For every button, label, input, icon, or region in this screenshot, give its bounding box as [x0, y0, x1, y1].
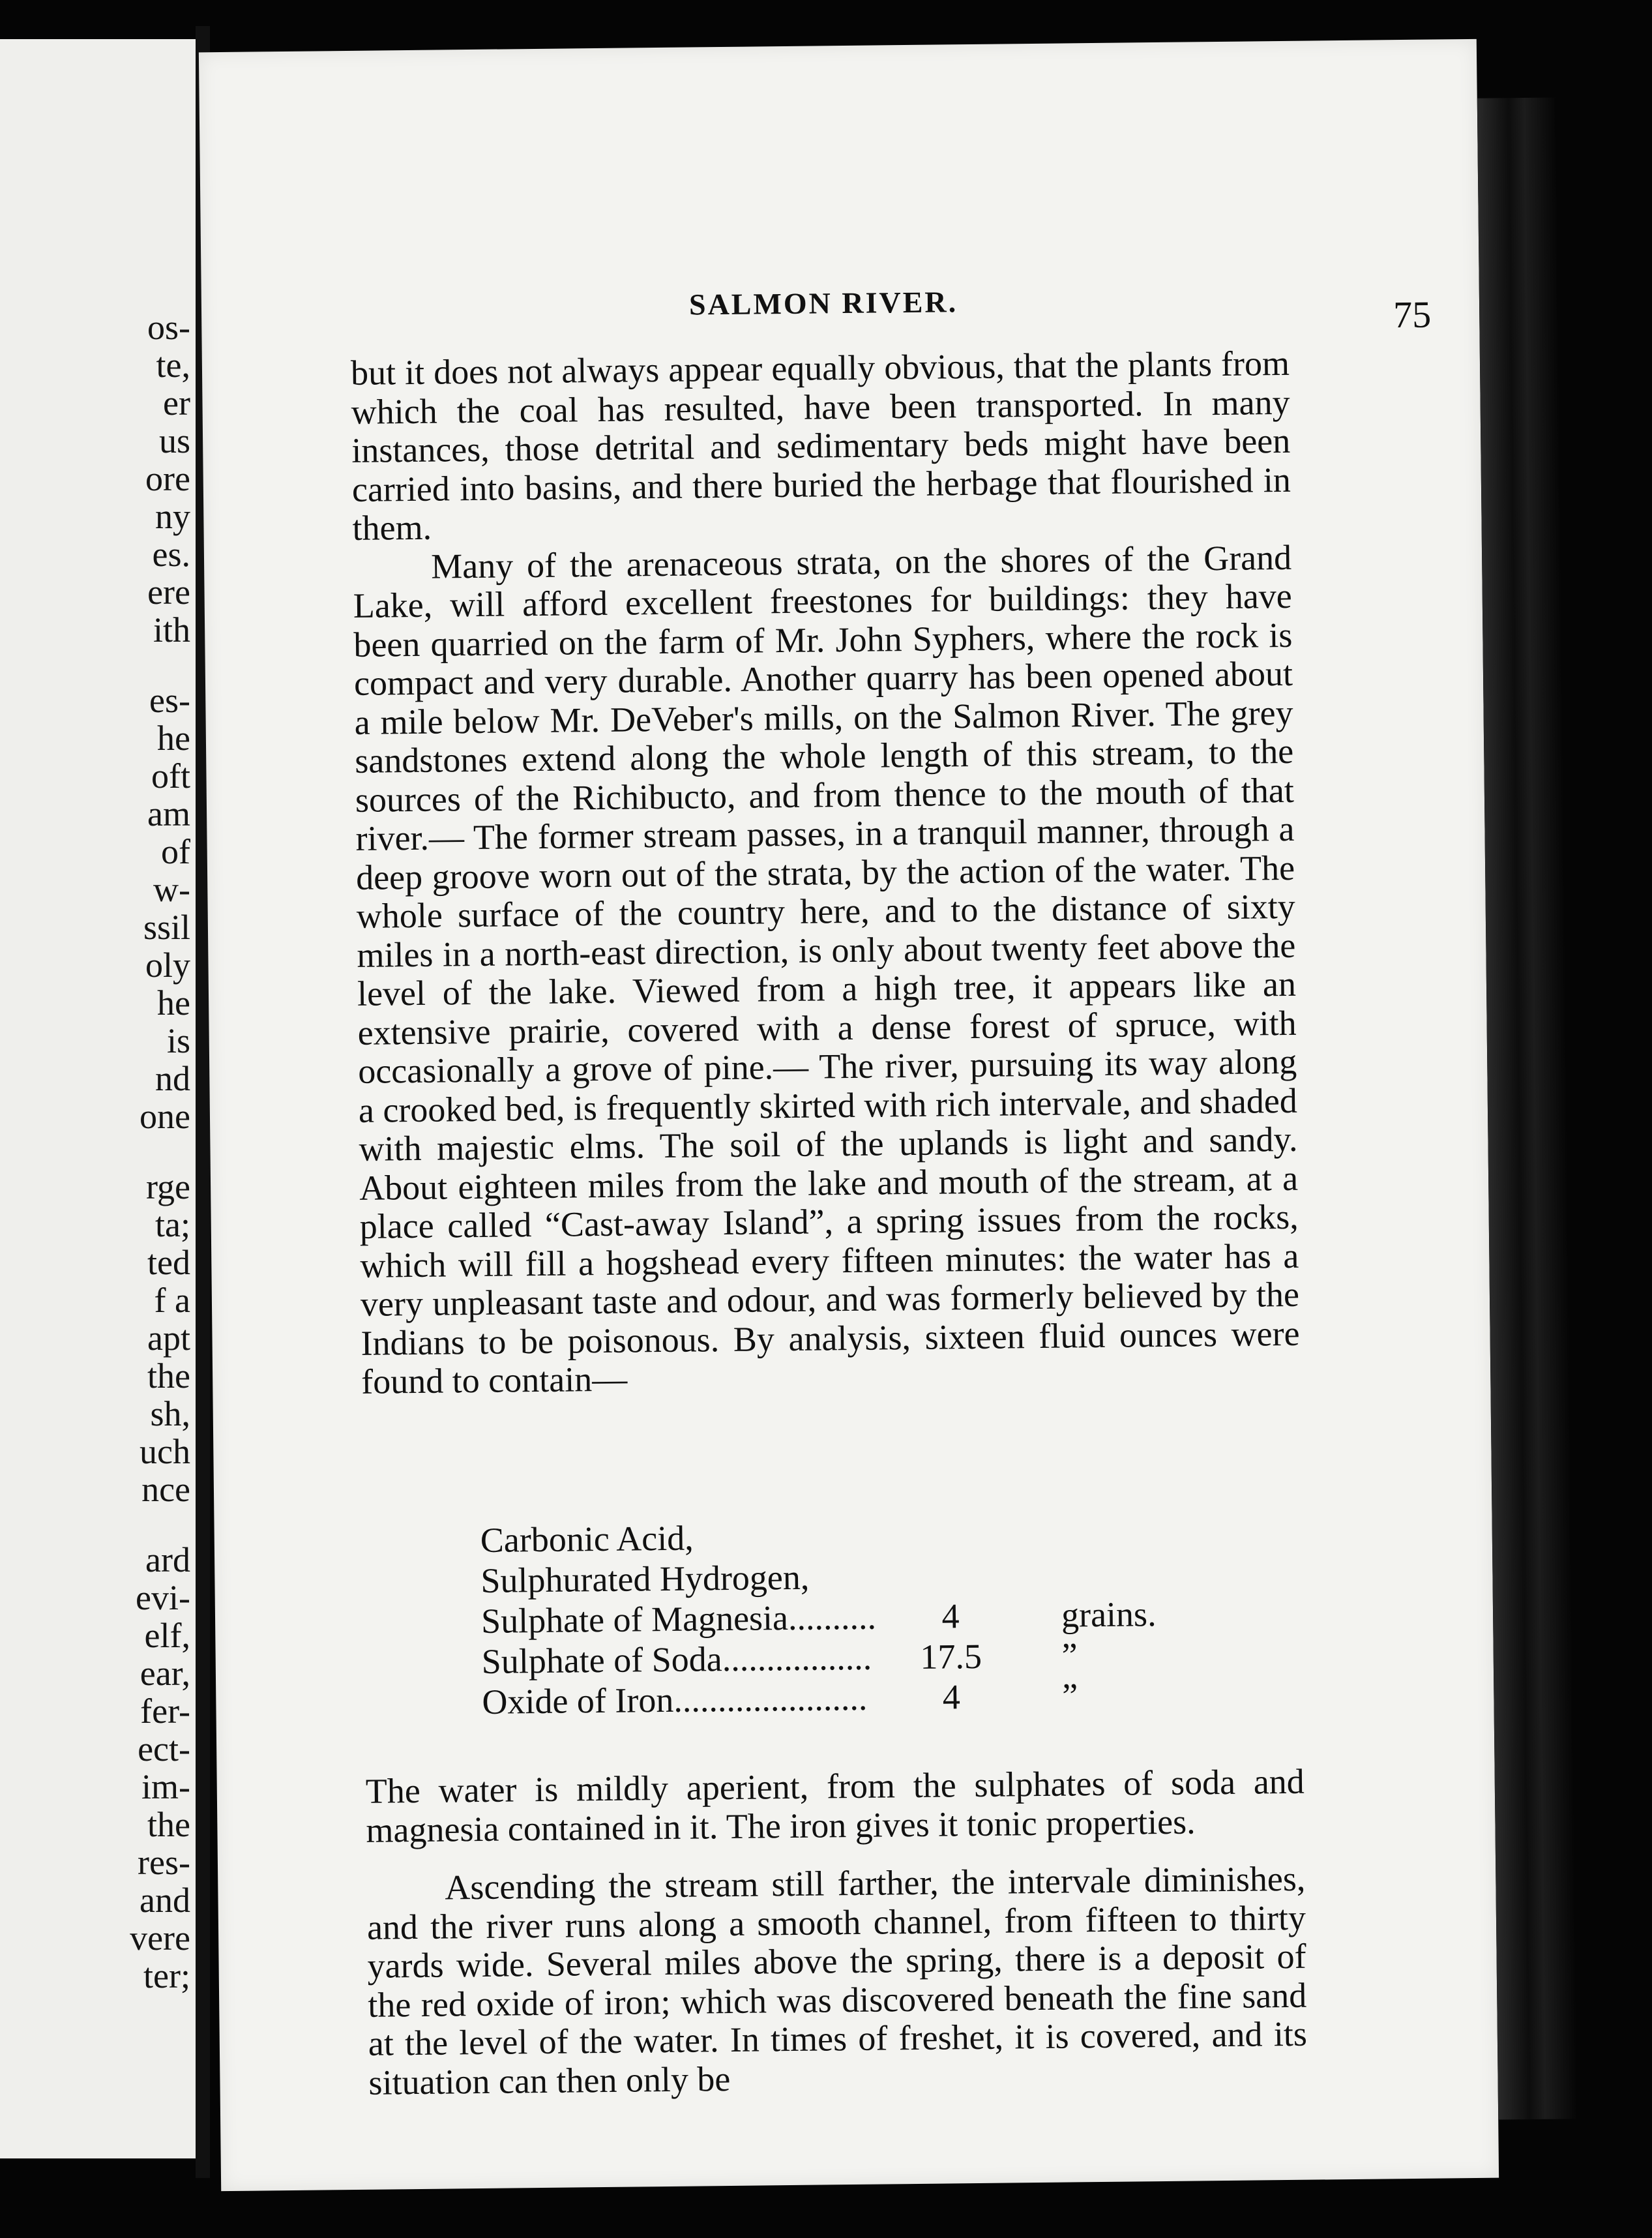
left-page-line-fragment: im- — [141, 1767, 190, 1806]
left-page-line-fragment: fer- — [140, 1692, 190, 1731]
substance-name: Sulphate of Soda................. — [481, 1637, 872, 1681]
substance-name: Carbonic Acid, — [480, 1518, 694, 1560]
left-page-line-fragment: os- — [147, 308, 190, 347]
left-page-line-fragment: he — [157, 983, 190, 1022]
left-facing-page — [0, 39, 196, 2158]
left-page-line-fragment: he — [157, 719, 190, 758]
left-page-line-fragment: te, — [156, 346, 190, 385]
left-page-line-fragment: es. — [152, 535, 190, 574]
left-page-line-fragment: apt — [147, 1319, 190, 1358]
table-row — [482, 1673, 1265, 1722]
book-page — [199, 39, 1499, 2191]
body-text — [351, 344, 1301, 1401]
left-page-line-fragment: and — [140, 1881, 190, 1920]
left-page-line-fragment: es- — [149, 681, 190, 720]
left-page-line-fragment: er — [163, 383, 190, 423]
substance-name: Sulphurated Hydrogen, — [480, 1557, 810, 1600]
left-page-line-fragment: of — [161, 832, 190, 871]
substance-quantity: 17.5 — [920, 1636, 982, 1677]
left-page-line-fragment: ear, — [140, 1654, 190, 1693]
left-page-line-fragment: ere — [147, 573, 190, 612]
body-text-continued — [366, 1763, 1308, 2102]
left-page-line-fragment: ith — [153, 610, 190, 649]
left-page-line-fragment: ny — [155, 497, 190, 536]
substance-name: Sulphate of Magnesia.......... — [480, 1597, 877, 1641]
substance-unit: grains. — [1061, 1594, 1157, 1635]
substance-unit: ” — [1062, 1676, 1078, 1716]
left-page-line-fragment: nd — [155, 1059, 190, 1098]
paragraph: Ascending the stream still farther, the intervale diminishes, and the river runs along a smooth channel, from fifteen to thirty yards wide. Several miles above the spring, there is a deposit of the red oxide of iron; which was discovered beneath the fine sand at the level of the water. In times of freshet, it is covered, and its situation can then only be — [366, 1858, 1308, 2102]
paragraph: The water is mildly aperient, from the sulphates of soda and magnesia contained in it. The iron gives it tonic properties. — [365, 1761, 1305, 1850]
substance-unit: ” — [1061, 1635, 1078, 1675]
analysis-table — [480, 1512, 1264, 1722]
left-page-line-fragment: w- — [153, 870, 190, 909]
running-head: SALMON RIVER. — [688, 285, 958, 321]
paragraph: but it does not always appear equally obvious, that the plants from which the coal has resulted, have been transported. In many instances, those detrital and sedimentary beds might have been carried into basins, and there buried the herbage that flourished in them. — [350, 343, 1291, 548]
left-page-line-fragment: ssil — [143, 908, 190, 947]
left-page-line-fragment: am — [147, 794, 190, 833]
left-page-line-fragment: is — [166, 1021, 190, 1060]
left-page-line-fragment: sh, — [150, 1394, 190, 1433]
left-page-line-fragment: one — [140, 1097, 190, 1136]
page-number: 75 — [1393, 293, 1432, 336]
page-content — [349, 202, 1496, 2102]
left-page-line-fragment: uch — [140, 1432, 190, 1471]
substance-quantity: 4 — [941, 1596, 960, 1636]
left-page-line-fragment: vere — [130, 1918, 190, 1958]
left-page-line-fragment: ard — [145, 1540, 190, 1579]
paragraph: Many of the arenaceous strata, on the shores of the Grand Lake, will afford excellent freestones for buildings: they have been quarried on the farm of Mr. John Syphers, where the rock is compact and very durable. Another quarry has been opened about a mile below Mr. DeVeber's mills, on the Salmon River. The grey sandstones extend along the whole length of this stream, to the sources of the Richibucto, and from thence to the mouth of that river.— The former stream passes, in a tranquil manner, through a deep groove worn out of the strata, by the action of the water. The whole surface of the country here, and to the distance of sixty miles in a north-east direction, is only about twenty feet above the level of the lake. Viewed from a high tree, it appears like an extensive prairie, covered with a dense forest of spruce, with occasionally a grove of pine.— The river, pursuing its way along a crooked bed, is frequently skirted with rich intervale, and shaded with majestic elms. The soil of the uplands is light and sandy. About eighteen miles from the lake and mouth of the stream, at a place called “Cast-away Island”, a spring issues from the rocks, which will fill a hogshead every fifteen minutes: the water has a very unpleasant taste and odour, and was formerly believed by the Indians to be poisonous. By analysis, sixteen fluid ounces were found to contain— — [353, 537, 1300, 1401]
left-page-line-fragment: oly — [145, 946, 190, 985]
substance-name: Oxide of Iron...................... — [482, 1678, 868, 1722]
left-page-line-fragment: elf, — [144, 1616, 190, 1655]
left-page-line-fragment: nce — [141, 1470, 190, 1509]
left-page-line-fragment: rge — [146, 1167, 190, 1206]
left-page-line-fragment: ter; — [143, 1956, 190, 1995]
left-page-line-fragment: ted — [147, 1243, 190, 1282]
left-page-line-fragment: ta; — [155, 1205, 190, 1244]
left-page-line-fragment: res- — [138, 1843, 190, 1882]
left-page-line-fragment: ore — [145, 459, 190, 498]
substance-quantity — [911, 1555, 989, 1556]
left-page-line-fragment: oft — [151, 756, 190, 796]
left-page-line-fragment: f a — [154, 1281, 190, 1320]
left-page-line-fragment: the — [147, 1805, 190, 1844]
left-page-line-fragment: the — [147, 1356, 190, 1395]
left-page-line-fragment: evi- — [136, 1578, 190, 1617]
left-page-line-fragment: ect- — [138, 1729, 190, 1768]
substance-quantity: 4 — [942, 1677, 961, 1717]
left-page-line-fragment: us — [158, 421, 190, 460]
